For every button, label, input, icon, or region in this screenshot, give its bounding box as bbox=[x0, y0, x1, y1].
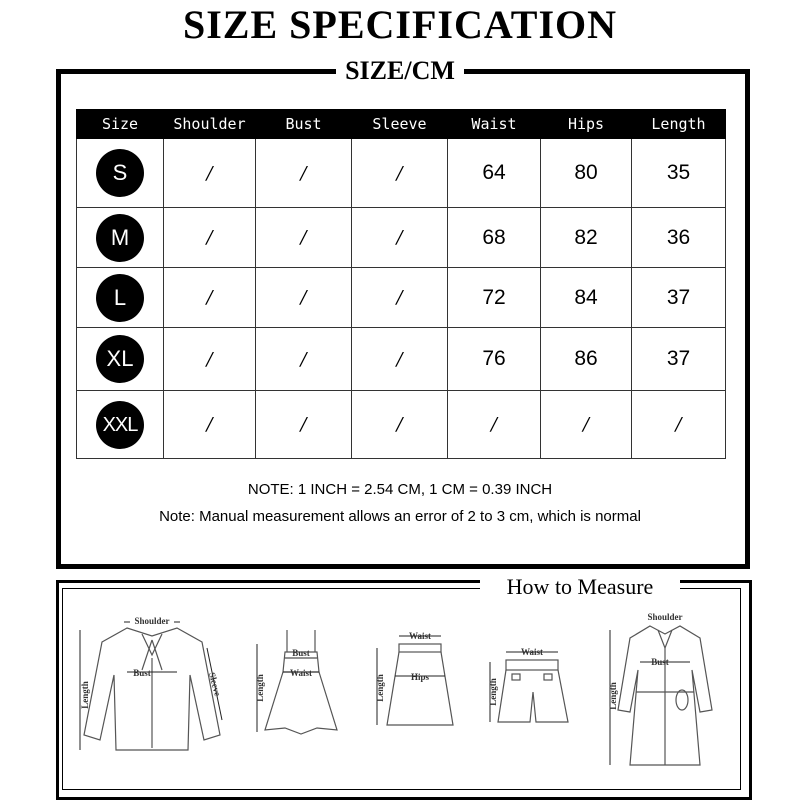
sundress-waist-label: Waist bbox=[289, 668, 313, 678]
shorts-length-label: Length bbox=[488, 678, 498, 706]
shoulder-cell: / bbox=[164, 391, 256, 459]
blouse-shoulder-label: Shoulder bbox=[134, 616, 170, 626]
length-cell: / bbox=[632, 391, 726, 459]
sleeve-cell: / bbox=[352, 208, 448, 268]
header-shoulder: Shoulder bbox=[164, 110, 256, 139]
blouse-bust-label: Bust bbox=[133, 668, 151, 678]
hips-cell: / bbox=[541, 391, 632, 459]
shoulder-cell: / bbox=[164, 268, 256, 328]
shoulder-cell: / bbox=[164, 208, 256, 268]
blouse-sleeve-label: Sleeve bbox=[206, 671, 223, 698]
blouse-illustration bbox=[72, 600, 232, 780]
hips-cell: 80 bbox=[541, 139, 632, 208]
bust-cell: / bbox=[256, 268, 352, 328]
sleeve-cell: / bbox=[352, 328, 448, 391]
blouse-measure-figure bbox=[72, 600, 232, 780]
unit-label: SIZE/CM bbox=[336, 55, 464, 87]
skirt-waist-label: Waist bbox=[408, 631, 432, 641]
how-to-measure-title: How to Measure bbox=[480, 572, 680, 602]
waist-cell: 64 bbox=[448, 139, 541, 208]
skirt-hips-label: Hips bbox=[410, 672, 430, 682]
shorts-illustration bbox=[478, 600, 588, 780]
length-cell: 37 bbox=[632, 268, 726, 328]
shoulder-cell: / bbox=[164, 328, 256, 391]
skirt-measure-figure bbox=[365, 600, 470, 780]
size-badge: S bbox=[96, 149, 144, 197]
sleeve-cell: / bbox=[352, 139, 448, 208]
shorts-measure-figure bbox=[478, 600, 588, 780]
header-size: Size bbox=[77, 110, 164, 139]
shoulder-cell: / bbox=[164, 139, 256, 208]
coat-illustration bbox=[600, 600, 730, 780]
error-note: Note: Manual measurement allows an error of 2 to 3 cm, which is normal bbox=[159, 508, 641, 525]
header-sleeve: Sleeve bbox=[352, 110, 448, 139]
coat-measure-figure bbox=[600, 600, 730, 780]
table-row bbox=[77, 268, 726, 328]
table-row bbox=[77, 328, 726, 391]
coat-length-label: Length bbox=[608, 682, 618, 710]
sundress-illustration bbox=[245, 600, 355, 780]
sleeve-cell: / bbox=[352, 391, 448, 459]
size-badge: M bbox=[96, 214, 144, 262]
waist-cell: 68 bbox=[448, 208, 541, 268]
header-bust: Bust bbox=[256, 110, 352, 139]
waist-cell: 72 bbox=[448, 268, 541, 328]
sundress-bust-label: Bust bbox=[292, 648, 310, 658]
bust-cell: / bbox=[256, 139, 352, 208]
size-badge: L bbox=[96, 274, 144, 322]
waist-cell: 76 bbox=[448, 328, 541, 391]
waist-cell: / bbox=[448, 391, 541, 459]
table-row bbox=[77, 208, 726, 268]
sleeve-cell: / bbox=[352, 268, 448, 328]
blouse-length-label: Length bbox=[80, 681, 90, 709]
skirt-length-label: Length bbox=[375, 674, 385, 702]
size-badge: XL bbox=[96, 335, 144, 383]
length-cell: 37 bbox=[632, 328, 726, 391]
conversion-note: NOTE: 1 INCH = 2.54 CM, 1 CM = 0.39 INCH bbox=[247, 481, 553, 498]
hips-cell: 86 bbox=[541, 328, 632, 391]
length-cell: 35 bbox=[632, 139, 726, 208]
size-badge: XXL bbox=[96, 401, 144, 449]
bust-cell: / bbox=[256, 208, 352, 268]
hips-cell: 82 bbox=[541, 208, 632, 268]
header-hips: Hips bbox=[541, 110, 632, 139]
header-waist: Waist bbox=[448, 110, 541, 139]
coat-shoulder-label: Shoulder bbox=[647, 612, 683, 622]
coat-bust-label: Bust bbox=[651, 657, 669, 667]
table-row bbox=[77, 391, 726, 459]
header-length: Length bbox=[632, 110, 726, 139]
size-table bbox=[76, 109, 726, 459]
sundress-measure-figure bbox=[245, 600, 355, 780]
table-row bbox=[77, 139, 726, 208]
table-header-row bbox=[77, 110, 726, 139]
skirt-illustration bbox=[365, 600, 470, 780]
length-cell: 36 bbox=[632, 208, 726, 268]
sundress-length-label: Length bbox=[255, 674, 265, 702]
hips-cell: 84 bbox=[541, 268, 632, 328]
shorts-waist-label: Waist bbox=[520, 647, 544, 657]
bust-cell: / bbox=[256, 391, 352, 459]
bust-cell: / bbox=[256, 328, 352, 391]
page-title: SIZE SPECIFICATION bbox=[182, 2, 618, 47]
